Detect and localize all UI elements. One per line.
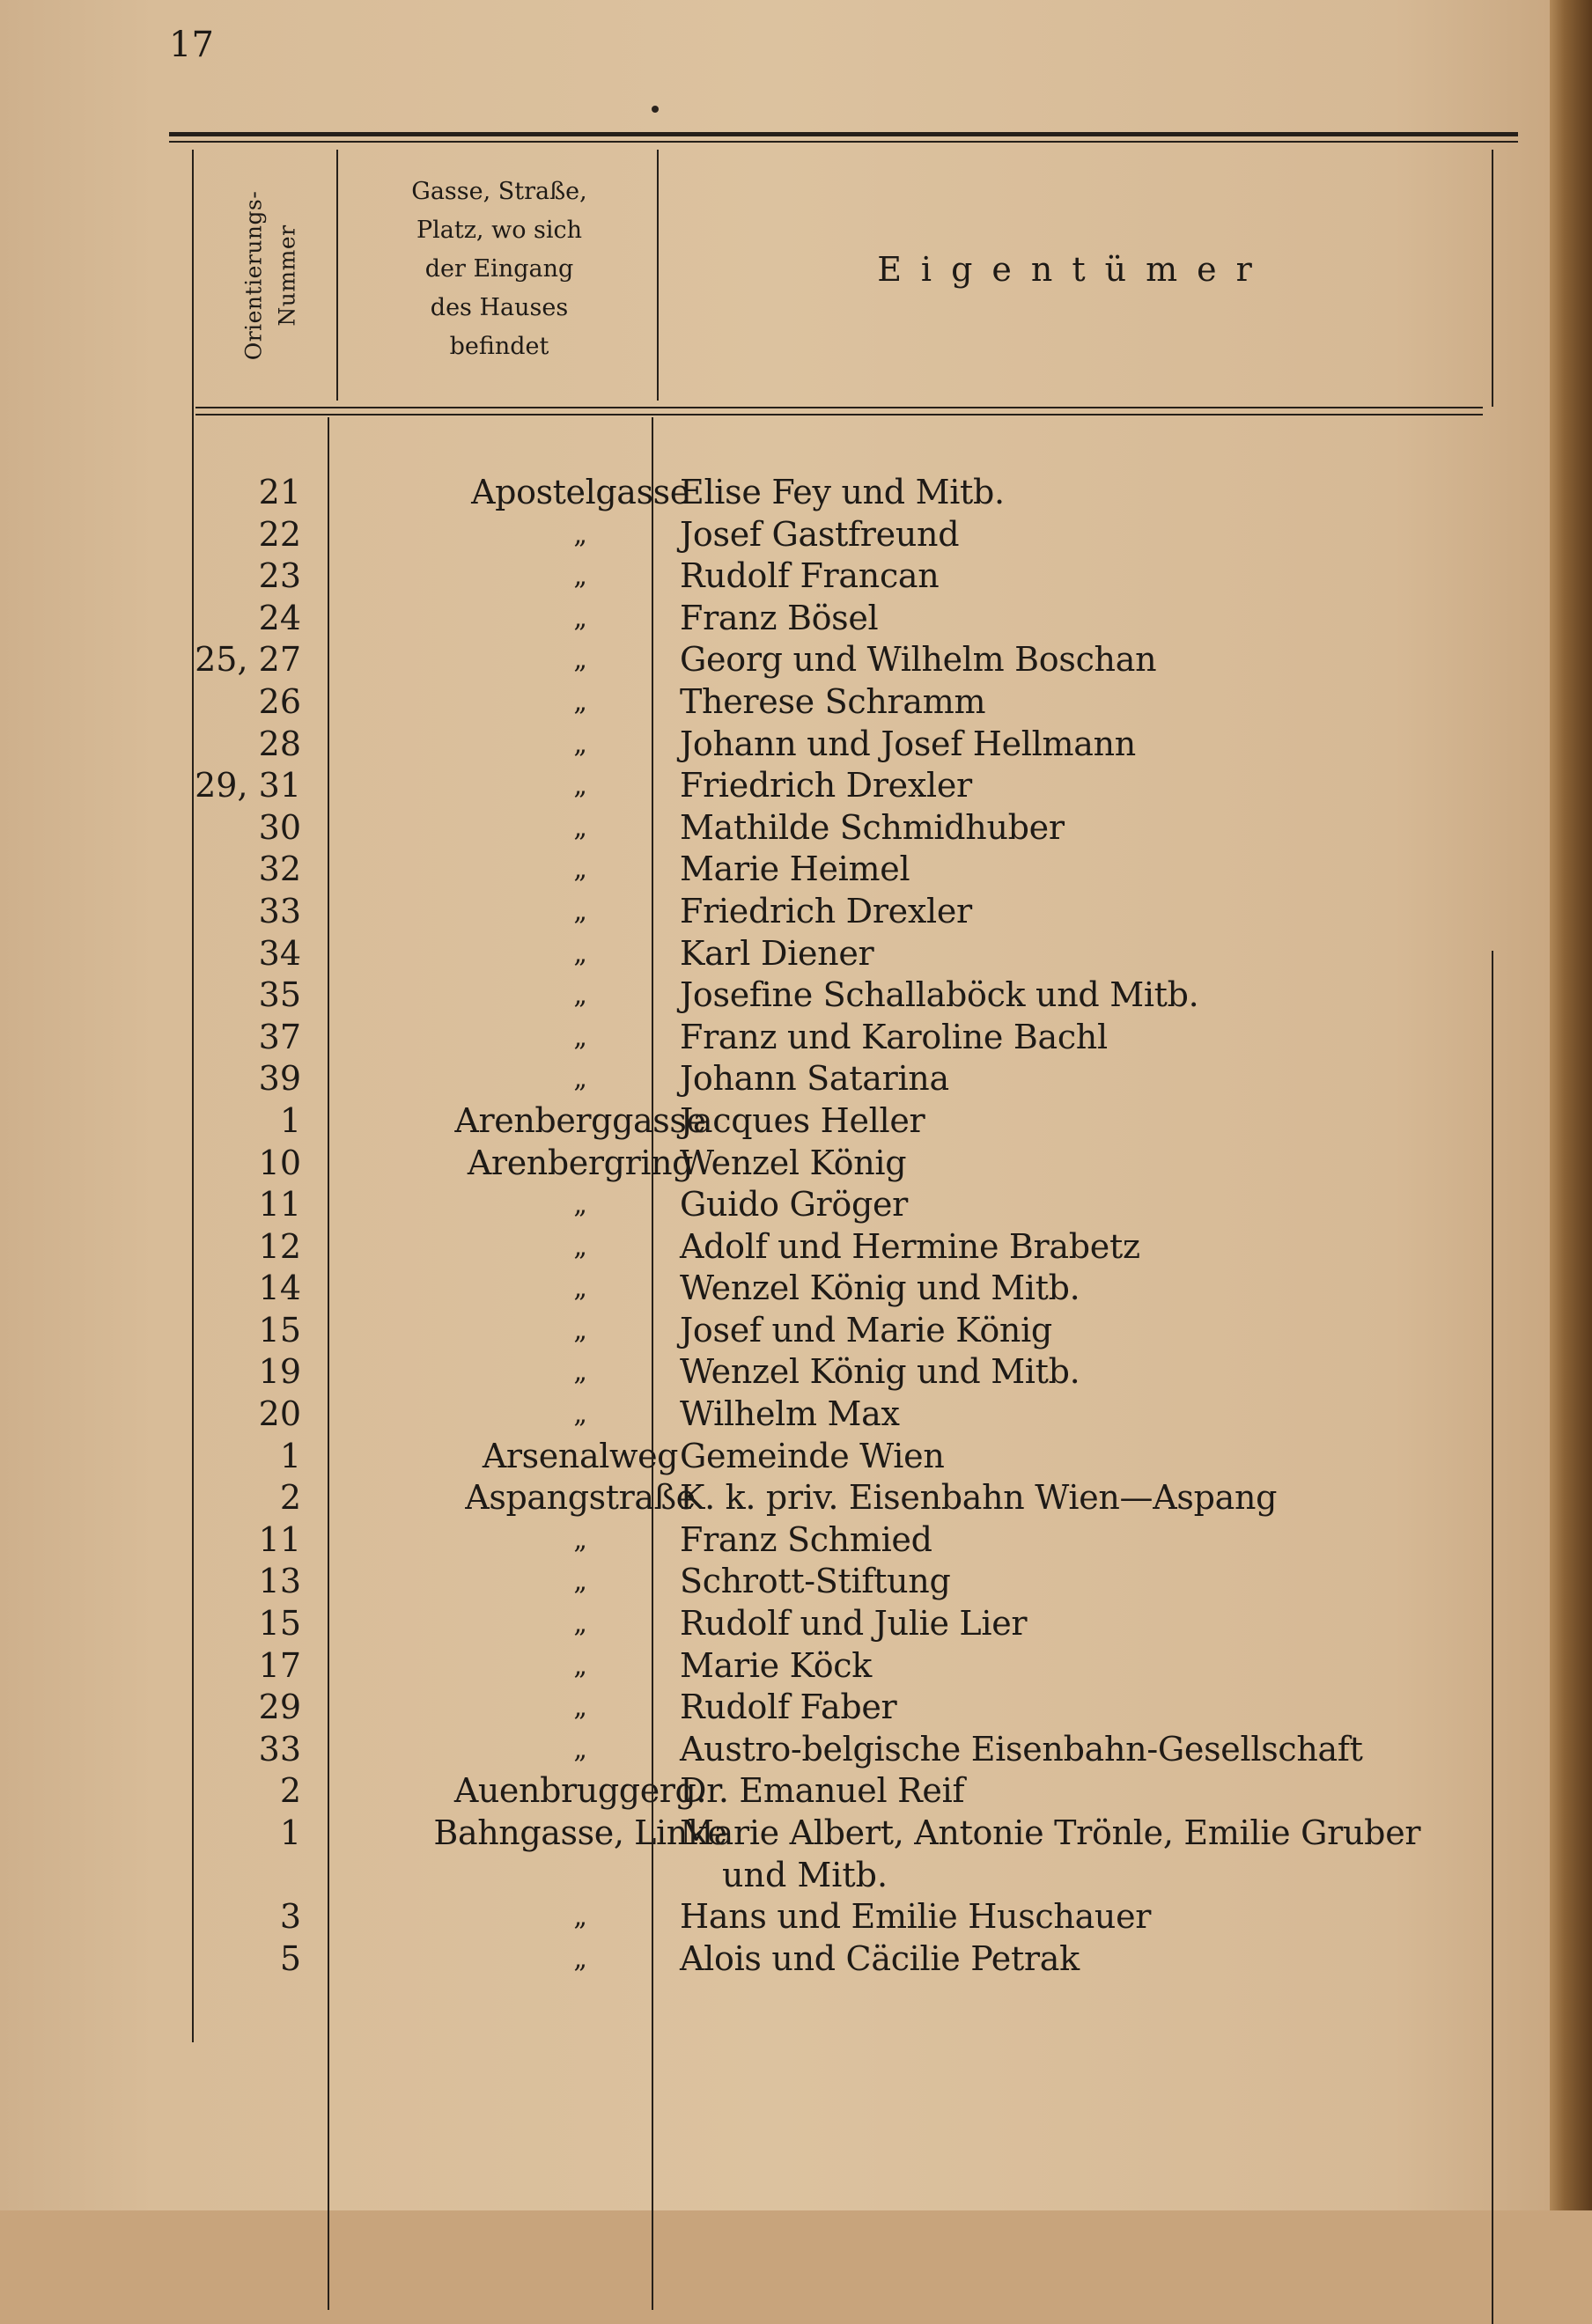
house-number: 1: [279, 1100, 301, 1140]
owner-name: Adolf und Hermine Brabetz: [680, 1226, 1140, 1266]
table-row: [176, 681, 1497, 724]
table-row: [176, 1143, 1497, 1185]
ditto-mark: „: [573, 1189, 587, 1221]
table-row: [176, 1770, 1497, 1813]
header-number-column: [204, 150, 336, 401]
ditto-mark: „: [573, 1943, 587, 1975]
ditto-mark: „: [573, 1231, 587, 1262]
house-number: 37: [258, 1017, 301, 1056]
owner-name: Wenzel König und Mitb.: [680, 1269, 1080, 1308]
ditto-mark: „: [573, 1524, 587, 1555]
ditto-mark: „: [573, 602, 587, 634]
ditto-mark: „: [573, 518, 587, 550]
owner-name: Marie Köck: [680, 1645, 873, 1685]
owner-name: Therese Schramm: [680, 681, 986, 721]
ditto-mark: „: [573, 1357, 587, 1388]
owner-name: Austro-belgische Eisenbahn-Gesellschaft: [680, 1729, 1363, 1769]
table-row: [176, 1938, 1497, 1981]
owner-name: Gemeinde Wien: [680, 1436, 945, 1475]
table-row: [176, 1645, 1497, 1688]
ditto-mark: „: [573, 1692, 587, 1724]
owner-name: Elise Fey und Mitb.: [680, 473, 1005, 511]
street-name: Auenbruggerg.: [453, 1771, 707, 1811]
table-row: [176, 1394, 1497, 1436]
owner-name: Rudolf Faber: [680, 1688, 897, 1727]
owner-name: Josefine Schallaböck und Mitb.: [680, 975, 1199, 1015]
owner-name: Schrott-Stiftung: [680, 1562, 951, 1601]
ditto-mark: „: [573, 1399, 587, 1430]
ditto-mark: „: [573, 854, 587, 886]
ditto-mark: „: [573, 1273, 587, 1305]
house-number: 12: [258, 1226, 301, 1266]
top-rule-thick: [169, 132, 1518, 136]
print-dot: [652, 106, 659, 113]
house-number: 30: [258, 807, 301, 847]
header-divider-number-street: [336, 150, 338, 401]
ditto-mark: „: [573, 1650, 587, 1681]
header-right-border: [1492, 150, 1493, 407]
ditto-mark: „: [573, 1021, 587, 1053]
ditto-mark: „: [573, 770, 587, 802]
house-number: 21: [258, 473, 301, 511]
house-number: 1: [279, 1436, 301, 1475]
owner-name: Franz Bösel: [680, 598, 879, 637]
house-number: 24: [258, 598, 301, 637]
house-number: 2: [279, 1478, 301, 1518]
ditto-mark: „: [573, 686, 587, 717]
header-street-line-1: Gasse, Straße,: [411, 178, 587, 205]
house-number: 15: [258, 1604, 301, 1644]
table-row: [176, 1687, 1497, 1729]
ditto-mark: „: [573, 1314, 587, 1346]
owner-name: Marie Heimel: [680, 849, 910, 889]
house-number: 33: [258, 1729, 301, 1769]
owner-name: Marie Albert, Antonie Trönle, Emilie Gruber: [680, 1813, 1421, 1852]
owner-name: Mathilde Schmidhuber: [680, 807, 1065, 847]
ditto-mark: „: [573, 561, 587, 592]
house-number: 39: [258, 1059, 301, 1099]
house-number: 32: [258, 849, 301, 889]
house-number: 17: [258, 1645, 301, 1685]
table-row: [176, 1729, 1497, 1771]
street-name: Aspangstraße: [465, 1478, 696, 1518]
ditto-mark: „: [573, 1566, 587, 1598]
top-rule-thin: [169, 141, 1518, 143]
owner-name: Karl Diener: [680, 933, 874, 973]
ditto-mark: „: [573, 1608, 587, 1640]
house-number: 28: [258, 724, 301, 763]
house-number: 14: [258, 1269, 301, 1308]
street-name: Arenbergring: [467, 1143, 694, 1182]
ditto-mark: „: [573, 644, 587, 676]
house-number: 2: [279, 1771, 301, 1811]
owner-name: Friedrich Drexler: [680, 766, 972, 805]
table-row: [176, 974, 1497, 1017]
house-number: 5: [279, 1938, 301, 1978]
table-row: [176, 1100, 1497, 1143]
ditto-mark: „: [573, 980, 587, 1011]
owner-name: Georg und Wilhelm Boschan: [680, 640, 1157, 680]
header-bottom-rule-2: [195, 414, 1483, 416]
table-row: [176, 1226, 1497, 1269]
house-number: 33: [258, 891, 301, 930]
house-number: 23: [258, 556, 301, 596]
table-row: [176, 849, 1497, 891]
page-number: 17: [169, 25, 214, 65]
table-row: [176, 1519, 1497, 1562]
owner-name: Johann Satarina: [680, 1059, 949, 1099]
owner-name: Rudolf und Julie Lier: [680, 1604, 1028, 1644]
owner-name: Franz Schmied: [680, 1519, 932, 1559]
owner-name: Jacques Heller: [680, 1100, 925, 1140]
owner-name-continuation: und Mitb.: [722, 1855, 888, 1894]
table-row: [176, 933, 1497, 975]
table-row: [176, 1058, 1497, 1100]
owner-name: Wenzel König und Mitb.: [680, 1352, 1080, 1392]
house-number: 11: [258, 1519, 301, 1559]
table-row: [176, 1813, 1497, 1896]
house-number: 19: [258, 1352, 301, 1392]
owner-name: Rudolf Francan: [680, 556, 940, 596]
ditto-mark: „: [573, 1063, 587, 1095]
table-row: [176, 1310, 1497, 1352]
table-row: [176, 724, 1497, 766]
house-number: 3: [279, 1897, 301, 1937]
ditto-mark: „: [573, 938, 587, 969]
house-number: 1: [279, 1813, 301, 1852]
ditto-mark: „: [573, 812, 587, 843]
ditto-mark: „: [573, 728, 587, 760]
table-row: [176, 1351, 1497, 1394]
house-number: 15: [258, 1310, 301, 1350]
house-number: 22: [258, 514, 301, 554]
header-street-line-5: befindet: [449, 333, 549, 360]
table-row: [176, 555, 1497, 598]
street-name: Arsenalweg: [482, 1436, 679, 1475]
house-number: 35: [258, 975, 301, 1015]
table-body: [176, 472, 1497, 1980]
header-owner-column: Eigentümer: [877, 250, 1271, 289]
ditto-mark: „: [573, 1901, 587, 1933]
house-number: 11: [258, 1185, 301, 1225]
house-number: 20: [258, 1394, 301, 1434]
owner-name: Hans und Emilie Huschauer: [680, 1897, 1152, 1937]
table-row: [176, 1477, 1497, 1519]
header-bottom-rule-1: [195, 407, 1483, 408]
header-street-line-4: des Hauses: [430, 294, 569, 321]
house-number: 29, 31: [195, 766, 301, 805]
house-number: 26: [258, 681, 301, 721]
header-number-line-2: Nummer: [274, 224, 300, 327]
table-row: [176, 891, 1497, 933]
header-street-column: [342, 173, 657, 366]
table-row: [176, 514, 1497, 556]
owner-name: Guido Gröger: [680, 1185, 909, 1225]
owner-name: Josef und Marie König: [680, 1310, 1052, 1350]
table-row: [176, 1184, 1497, 1226]
table-row: [176, 807, 1497, 849]
header-divider-street-owner: [657, 150, 659, 401]
table-row: [176, 1268, 1497, 1310]
table-row: [176, 472, 1497, 514]
owner-name: Dr. Emanuel Reif: [680, 1771, 965, 1811]
street-name: Arenberggasse: [454, 1100, 706, 1140]
street-name: Bahngasse, Linke: [433, 1813, 727, 1852]
table-row: [176, 1017, 1497, 1059]
house-number: 10: [258, 1143, 301, 1182]
ditto-mark: „: [573, 1733, 587, 1765]
house-number: 25, 27: [195, 640, 301, 680]
table-row: [176, 1436, 1497, 1478]
owner-name: Franz und Karoline Bachl: [680, 1017, 1108, 1056]
table-row: [176, 1603, 1497, 1645]
header-street-line-2: Platz, wo sich: [416, 217, 583, 244]
ditto-mark: „: [573, 895, 587, 927]
owner-name: K. k. priv. Eisenbahn Wien—Aspang: [680, 1478, 1278, 1518]
table-row: [176, 598, 1497, 640]
owner-name: Wilhelm Max: [680, 1394, 900, 1434]
owner-name: Josef Gastfreund: [680, 514, 960, 554]
table-row: [176, 1561, 1497, 1603]
owner-name: Wenzel König: [680, 1143, 907, 1182]
street-name: Apostelgasse: [471, 473, 689, 511]
owner-name: Friedrich Drexler: [680, 891, 972, 930]
table-row: [176, 765, 1497, 807]
header-number-line-1: Orientierungs-: [240, 190, 267, 360]
owner-name: Alois und Cäcilie Petrak: [680, 1938, 1080, 1978]
header-street-line-3: der Eingang: [424, 255, 574, 283]
house-number: 34: [258, 933, 301, 973]
house-number: 13: [258, 1562, 301, 1601]
house-number: 29: [258, 1688, 301, 1727]
owner-name: Johann und Josef Hellmann: [680, 724, 1136, 763]
table-row: [176, 1896, 1497, 1938]
table-row: [176, 639, 1497, 681]
